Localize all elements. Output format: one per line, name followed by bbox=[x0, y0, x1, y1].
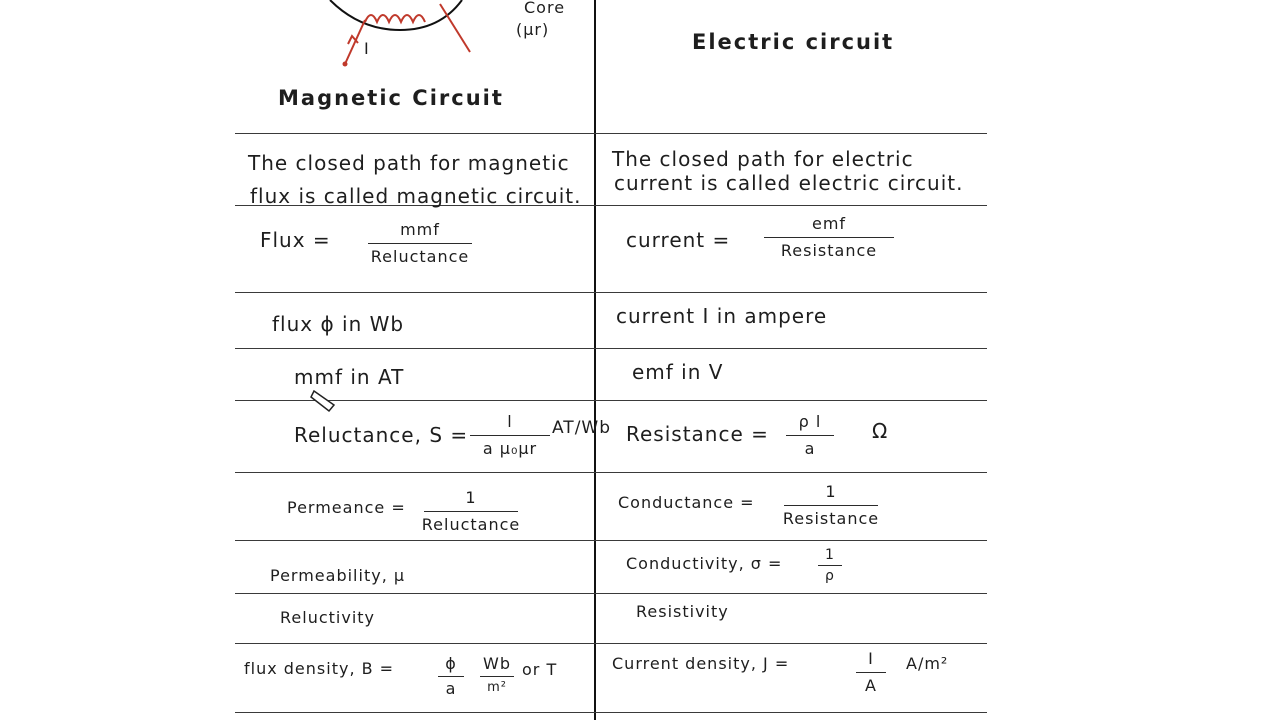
flux-density-fraction bbox=[438, 656, 464, 697]
row-rule bbox=[235, 593, 987, 594]
fraction-bar bbox=[368, 243, 472, 244]
magnetic-definition-line2: flux is called magnetic circuit. bbox=[250, 184, 582, 208]
fraction-numerator: l bbox=[507, 412, 513, 431]
fraction-numerator: 1 bbox=[825, 482, 837, 501]
row-rule bbox=[235, 472, 987, 473]
flux-density-or-tesla: or T bbox=[522, 660, 558, 679]
electric-definition-line2: current is called electric circuit. bbox=[614, 171, 964, 195]
flux-unit: flux ϕ in Wb bbox=[272, 312, 405, 336]
current-density-equation-lhs: Current density, J = bbox=[612, 654, 790, 673]
reluctance-equation-lhs: Reluctance, S = bbox=[294, 423, 469, 447]
current-unit: current I in ampere bbox=[616, 304, 828, 328]
fraction-bar bbox=[764, 237, 894, 238]
current-density-unit: A/m² bbox=[906, 654, 949, 673]
fraction-numerator: I bbox=[868, 649, 874, 668]
row-rule bbox=[235, 400, 987, 401]
fraction-numerator: ρ l bbox=[798, 412, 822, 431]
fraction-numerator: ϕ bbox=[445, 654, 457, 673]
conductance-equation-lhs: Conductance = bbox=[618, 493, 755, 512]
fraction-denominator: a μ₀μr bbox=[482, 439, 538, 458]
fraction-denominator: A bbox=[865, 676, 877, 695]
magnetic-core-sketch bbox=[0, 0, 600, 80]
reluctivity-text: Reluctivity bbox=[280, 608, 375, 627]
magnetic-circuit-heading: Magnetic Circuit bbox=[278, 86, 504, 110]
fraction-numerator: 1 bbox=[825, 547, 835, 563]
fraction-denominator: m² bbox=[487, 680, 507, 695]
current-density-fraction bbox=[856, 651, 886, 694]
fraction-denominator: a bbox=[804, 439, 816, 458]
core-label: Core bbox=[524, 0, 566, 17]
current-label: I bbox=[364, 39, 370, 58]
fraction-bar bbox=[424, 511, 518, 512]
fraction-denominator: ρ bbox=[825, 568, 835, 584]
electric-definition-line1: The closed path for electric bbox=[612, 147, 914, 171]
fraction-bar bbox=[470, 435, 550, 436]
conductivity-equation-lhs: Conductivity, σ = bbox=[626, 554, 783, 573]
permeability-text: Permeability, μ bbox=[270, 566, 406, 585]
lead-terminal bbox=[343, 62, 348, 67]
fraction-bar bbox=[786, 435, 834, 436]
fraction-numerator: Wb bbox=[483, 654, 511, 673]
core-mu-label: (μr) bbox=[516, 20, 550, 39]
fraction-bar bbox=[438, 676, 464, 677]
row-rule bbox=[235, 348, 987, 349]
coil-winding bbox=[365, 15, 425, 22]
fraction-numerator: mmf bbox=[400, 220, 440, 239]
column-divider bbox=[594, 0, 596, 720]
electric-circuit-heading: Electric circuit bbox=[692, 30, 895, 54]
conductivity-fraction bbox=[818, 548, 842, 583]
row-rule bbox=[235, 133, 987, 134]
fraction-bar bbox=[818, 565, 842, 566]
fraction-bar bbox=[784, 505, 878, 506]
fraction-denominator: Resistance bbox=[780, 241, 878, 260]
flux-density-unit-fraction bbox=[480, 656, 514, 694]
flux-fraction bbox=[368, 222, 472, 265]
row-rule bbox=[235, 712, 987, 713]
fraction-denominator: Reluctance bbox=[370, 247, 470, 266]
resistance-unit: Ω bbox=[872, 419, 889, 443]
conductance-fraction bbox=[784, 484, 878, 527]
flux-equation-lhs: Flux = bbox=[260, 228, 331, 252]
coil-lead-right bbox=[440, 4, 470, 52]
current-fraction bbox=[764, 216, 894, 259]
fraction-bar bbox=[480, 676, 514, 677]
fraction-denominator: a bbox=[445, 679, 457, 698]
magnetic-definition-line1: The closed path for magnetic bbox=[248, 151, 570, 175]
reluctance-fraction bbox=[470, 414, 550, 457]
fraction-denominator: Resistance bbox=[782, 509, 880, 528]
emf-unit: emf in V bbox=[632, 360, 724, 384]
resistance-fraction bbox=[786, 414, 834, 457]
fraction-numerator: emf bbox=[811, 214, 847, 233]
row-rule bbox=[235, 292, 987, 293]
row-rule bbox=[235, 540, 987, 541]
resistivity-text: Resistivity bbox=[636, 602, 729, 621]
fraction-numerator: 1 bbox=[465, 488, 477, 507]
resistance-equation-lhs: Resistance = bbox=[626, 422, 769, 446]
flux-density-equation-lhs: flux density, B = bbox=[244, 659, 395, 678]
mmf-unit: mmf in AT bbox=[294, 365, 405, 389]
permeance-equation-lhs: Permeance = bbox=[287, 498, 406, 517]
current-equation-lhs: current = bbox=[626, 228, 731, 252]
reluctance-unit: AT/Wb bbox=[552, 418, 612, 438]
row-rule bbox=[235, 643, 987, 644]
permeance-fraction bbox=[421, 488, 521, 534]
fraction-bar bbox=[856, 672, 886, 673]
fraction-denominator: Reluctance bbox=[421, 515, 521, 534]
